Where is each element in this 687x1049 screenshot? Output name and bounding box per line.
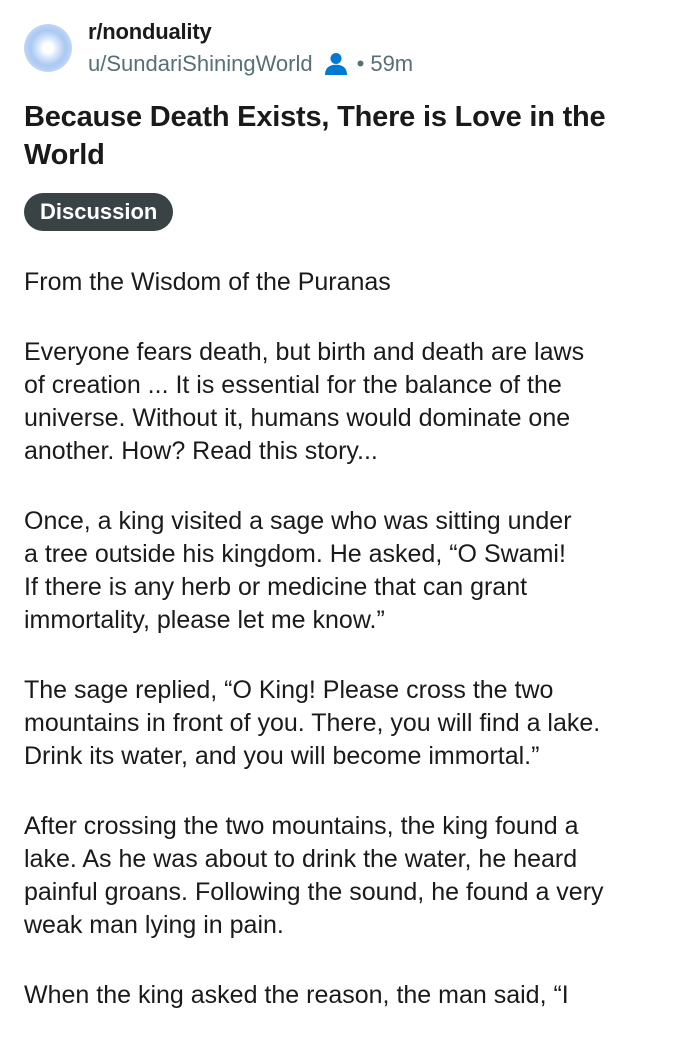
body-paragraph: From the Wisdom of the Puranas [24, 268, 391, 296]
author-username[interactable]: u/SundariShiningWorld [88, 50, 313, 76]
post-meta [88, 18, 413, 79]
subreddit-avatar[interactable] [24, 24, 72, 72]
meta-separator: • [356, 50, 365, 76]
subreddit-name[interactable]: r/nonduality [88, 18, 212, 44]
post-body [24, 266, 672, 1049]
body-paragraph: After crossing the two mountains, the king found a lake. As he was about to drink the water, he heard painful groans. Following the sound, he found a very weak man lying in pain. [24, 812, 604, 939]
body-paragraph: Once, a king visited a sage who was sitting under a tree outside his kingdom. He asked, “O Swami! If there is any herb or medicine that can grant immortality, please let me know.” [24, 507, 572, 634]
person-icon [323, 51, 349, 77]
author-row [88, 49, 413, 79]
post-header [24, 16, 413, 80]
body-paragraph: When the king asked the reason, the man said, “I [24, 981, 569, 1009]
post-title: Because Death Exists, There is Love in the World [24, 101, 606, 171]
body-paragraph: Everyone fears death, but birth and death are laws of creation ... It is essential for the balance of the universe. Without it, humans would dominate one another. How? Read this story... [24, 338, 585, 465]
post-flair[interactable]: Discussion [24, 193, 173, 231]
body-paragraph: The sage replied, “O King! Please cross the two mountains in front of you. There, you will find a lake. Drink its water, and you will become immortal.” [24, 676, 601, 770]
post-timestamp: 59m [370, 50, 414, 76]
